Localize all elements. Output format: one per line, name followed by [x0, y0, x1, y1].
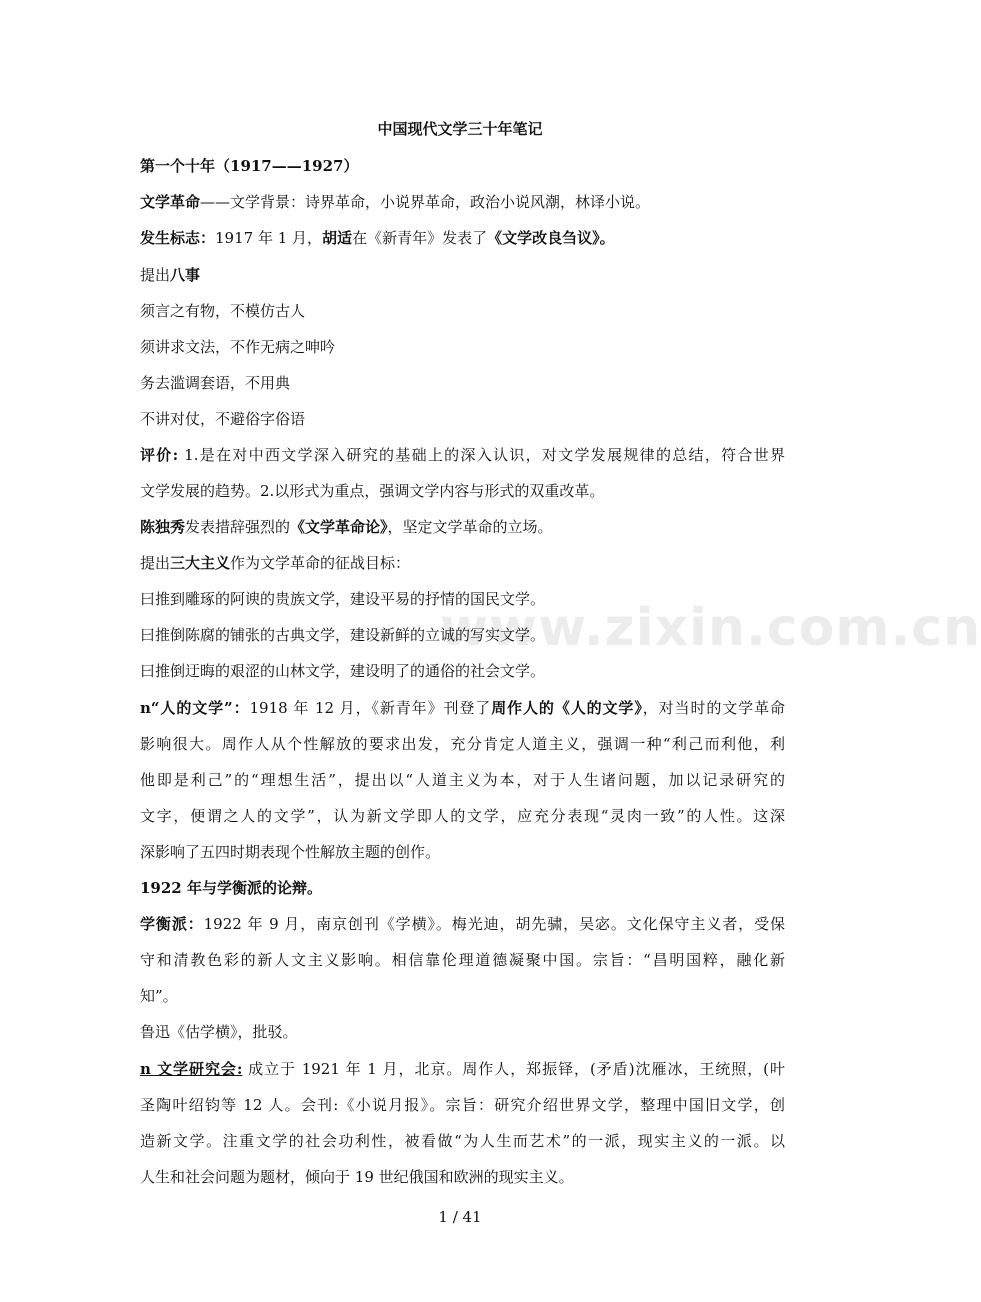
text-line [140, 913, 785, 935]
line-text: ，坚定文学革命的立场。 [387, 518, 553, 536]
line-text: 1922 年 9 月，南京创刊《学横》。梅光迪，胡先骕，吴宓。文化保守主义者，受保 [203, 915, 785, 933]
line-bold: 第一个十年（1917——1927） [140, 157, 359, 175]
text-line [140, 1130, 785, 1152]
line-bold: 文学革命 [140, 193, 201, 211]
line-text: 在《新青年》发表了 [352, 229, 488, 247]
text-line [140, 1166, 785, 1188]
line-text: 影响很大。周作人从个性解放的要求出发，充分肯定人道主义，强调一种“利己而利他，利 [140, 735, 785, 753]
list-item [140, 372, 785, 394]
line-text: ，对当时的文学革命 [642, 699, 785, 717]
list-item [140, 588, 785, 610]
text-line [140, 552, 785, 574]
line-text: 作为文学革命的征战目标： [230, 554, 411, 572]
line-bold: 周作人的《人的文学》 [491, 699, 643, 717]
line-text: 1.是在对中西文学深入研究的基础上的深入认识，对文学发展规律的总结，符合世界 [178, 446, 785, 464]
text-line [140, 805, 785, 827]
text-line [140, 949, 785, 971]
line-text: 须讲求文法，不作无病之呻吟 [140, 338, 336, 356]
line-bold: 陈独秀 [140, 518, 186, 536]
text-line [140, 1058, 785, 1080]
page-footer [0, 1206, 920, 1228]
line-text: 1917 年 1 月， [215, 229, 323, 247]
page-total: 41 [462, 1208, 482, 1226]
text-line [140, 1021, 785, 1043]
line-text: 1918 年 12 月，《新青年》刊登了 [249, 699, 492, 717]
list-item [140, 408, 785, 430]
line-bold: 发生标志： [140, 229, 216, 247]
text-line [140, 264, 785, 286]
line-text: 文字，便谓之人的文学”，认为新文学即人的文学，应充分表现“灵肉一致”的人性。这深 [140, 807, 785, 825]
text-line [140, 191, 785, 213]
line-text: 他即是利己”的“理想生活”，提出以“人道主义为本，对于人生诸问题，加以记录研究的 [140, 771, 785, 789]
section-heading [140, 877, 785, 899]
line-text: 成立于 1921 年 1 月，北京。周作人，郑振铎，(矛盾)沈雁冰，王统照，(叶 [242, 1060, 785, 1078]
line-bold: 《文学改良刍议》。 [487, 229, 615, 247]
text-line [140, 516, 785, 538]
line-bold: 《文学革命论》 [290, 518, 388, 536]
list-item [140, 624, 785, 646]
list-item [140, 300, 785, 322]
line-text: 提出 [140, 554, 171, 572]
line-bold: n“人的文学”： [140, 699, 250, 717]
line-text: 守和清教色彩的新人文主义影响。相信靠伦理道德凝聚中国。宗旨：“昌明国粹，融化新 [140, 951, 785, 969]
line-text: 须言之有物，不模仿古人 [140, 302, 306, 320]
list-item [140, 336, 785, 358]
line-text: 不讲对仗，不避俗字俗语 [140, 410, 306, 428]
line-text: 文学发展的趋势。2.以形式为重点，强调文学内容与形式的双重改革。 [140, 482, 605, 500]
line-bold: 三大主义 [170, 554, 231, 572]
page-separator: / [447, 1208, 463, 1226]
line-text: 造新文学。注重文学的社会功利性，被看做“为人生而艺术”的一派，现实主义的一派。以 [140, 1132, 785, 1150]
text-line [140, 733, 785, 755]
line-text: 知”。 [140, 987, 178, 1005]
text-line [140, 1094, 785, 1116]
text-line [140, 841, 785, 863]
section-heading [140, 155, 785, 177]
list-item [140, 660, 785, 682]
line-bold: 八事 [170, 266, 201, 284]
text-line [140, 444, 785, 466]
text-line [140, 985, 785, 1007]
line-text: 圣陶叶绍钧等 12 人。会刊:《小说月报》。宗旨：研究介绍世界文学，整理中国旧文学，创 [140, 1096, 785, 1114]
line-text: 发表措辞强烈的 [185, 518, 291, 536]
line-text: 人生和社会问题为题材，倾向于 19 世纪俄国和欧洲的现实主义。 [140, 1168, 574, 1186]
text-line [140, 480, 785, 502]
text-line [140, 697, 785, 719]
line-bold: 学衡派： [140, 915, 204, 933]
line-text: 务去滥调套语，不用典 [140, 374, 291, 392]
page-number: 1 [438, 1208, 448, 1226]
line-bold: 评价: [140, 446, 179, 464]
line-bold: 胡适 [322, 229, 353, 247]
line-bold-underlined: n 文学研究会: [140, 1060, 243, 1078]
line-text: 曰推倒迂晦的艰涩的山林文学，建设明了的通俗的社会文学。 [140, 662, 546, 680]
text-line [140, 227, 785, 249]
text-line [140, 769, 785, 791]
line-text: 曰推到雕琢的阿谀的贵族文学，建设平易的抒情的国民文学。 [140, 590, 546, 608]
line-text: 鲁迅《估学横》，批驳。 [140, 1023, 298, 1041]
document-title: 中国现代文学三十年笔记 [377, 120, 543, 138]
watermark: www.zixin.com.cn [440, 598, 981, 658]
line-bold: 1922 年与学衡派的论辩。 [140, 879, 322, 897]
line-text: 曰推倒陈腐的铺张的古典文学，建设新鲜的立诚的写实文学。 [140, 626, 546, 644]
line-text: 提出 [140, 266, 171, 284]
line-text: ——文学背景：诗界革命，小说界革命，政治小说风潮，林译小说。 [200, 193, 651, 211]
line-text: 深影响了五四时期表现个性解放主题的创作。 [140, 843, 441, 861]
